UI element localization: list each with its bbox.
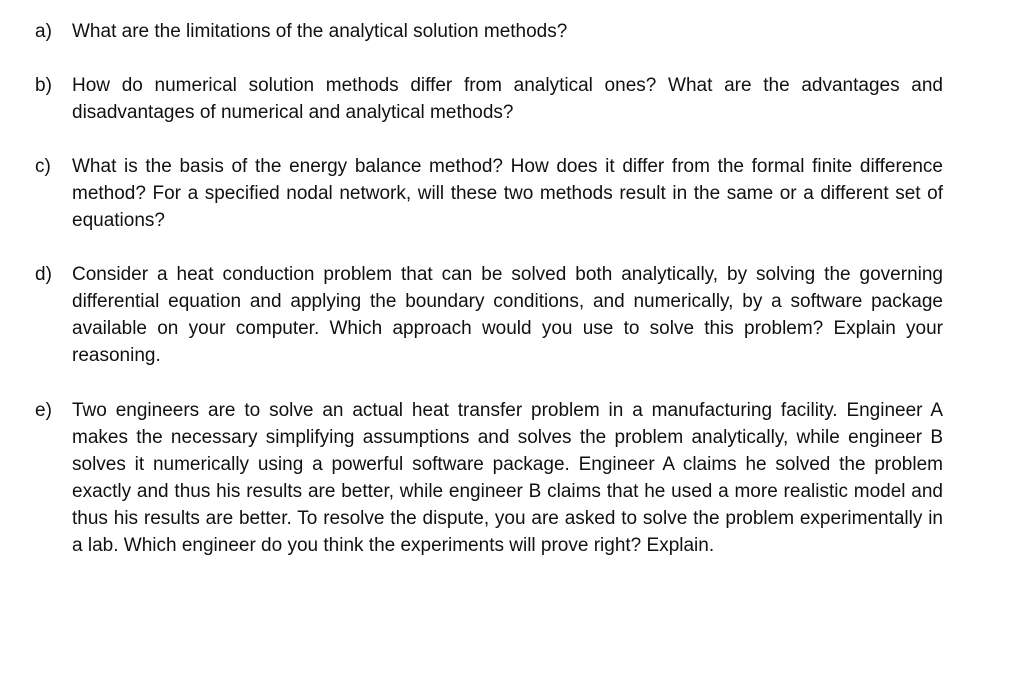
question-text: What is the basis of the energy balance method? How does it differ from the formal finite difference method? For a specified nodal network, will these two methods result in the same or a different set of equations? <box>72 156 943 231</box>
question-text: Two engineers are to solve an actual heat transfer problem in a manufacturing facility. Engineer A makes the necessary simplifying assumptions and solves the problem analytically, while engineer B solves it numerically using a powerful software package. Engineer A claims he solved the problem exactly and thus his results are better, while engineer B claims that he used a more realistic model and thus his results are better. To resolve the dispute, you are asked to solve the problem experimentally in a lab. Which engineer do you think the experiments will prove right? Explain. <box>72 400 943 556</box>
question-label: a) <box>35 21 52 42</box>
question-label: d) <box>35 264 52 285</box>
question-label: e) <box>35 400 52 421</box>
question-label: b) <box>35 75 52 96</box>
question-label: c) <box>35 156 51 177</box>
question-text: How do numerical solution methods differ from analytical ones? What are the advantages and disadvantages of numerical and analytical methods? <box>72 75 943 123</box>
question-text: Consider a heat conduction problem that can be solved both analytically, by solving the governing differential equation and applying the boundary conditions, and numerically, by a software package available on your computer. Which approach would you use to solve this problem? Explain your reasoning. <box>72 264 943 366</box>
question-text: What are the limitations of the analytical solution methods? <box>72 21 568 42</box>
